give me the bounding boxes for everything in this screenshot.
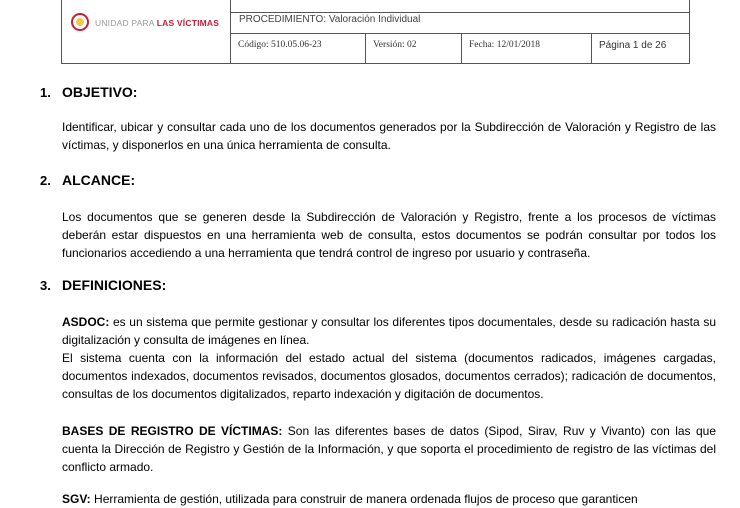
section-heading-alcance: 2. ALCANCE: (40, 172, 136, 188)
page-number: Página 1 de 26 (599, 40, 667, 51)
logo-cell (62, 0, 231, 63)
definition-text: es un sistema que permite gestionar y consultar los diferentes tipos documentales, desde su radicación hasta su digitalización y consulta de imágenes en línea. (62, 315, 716, 347)
section-heading-objetivo: 1. OBJETIVO: (40, 84, 138, 100)
document-version: Versión: 02 (366, 34, 462, 63)
definition-sgv (62, 490, 716, 508)
definition-bases-registro (62, 422, 716, 476)
definition-term: SGV: (62, 492, 91, 506)
document-date: Fecha: 12/01/2018 (462, 34, 592, 63)
definition-text: Herramienta de gestión, utilizada para construir de manera ordenada flujos de proceso que garanticen (90, 492, 638, 506)
definition-text: Son las diferentes bases de datos (Sipod, Sirav, Ruv y Vivanto) con las que cuenta la Dirección de Registro y Gestión de la Información, y que soporta el procedimiento de registro de las víctimas del conflicto armado. (62, 424, 716, 474)
definition-asdoc-continued: El sistema cuenta con la información del estado actual del sistema (documentos radicados, imágenes cargadas, documentos indexados, documentos revisados, documentos glosados, documentos cerrados); radicación de documentos, consultas de los documentos digitalizados, reparto indexación y digitación de documentos. (62, 351, 716, 401)
procedure-title: PROCEDIMIENTO: Valoración Individual (231, 12, 689, 34)
definition-term: ASDOC: (62, 315, 110, 329)
section-heading-definiciones: 3. DEFINICIONES: (40, 277, 167, 293)
coat-of-arms-icon (71, 13, 89, 31)
objetivo-paragraph: Identificar, ubicar y consultar cada uno de los documentos generados por la Subdirección de Valoración y Registro de las víctimas, y disponerlos en una única herramienta de consulta. (62, 120, 716, 152)
document-header-table (61, 0, 690, 64)
alcance-paragraph: Los documentos que se generen desde la Subdirección de Valoración y Registro, frente a los procesos de víctimas deberán estar dispuestos en una herramienta web de consulta, estos documentos se podrán consultar por todos los funcionarios accediendo a una herramienta que tendrá control de ingreso por usuario y contraseña. (62, 210, 716, 260)
definition-term: BASES DE REGISTRO DE VÍCTIMAS: (62, 424, 283, 438)
organization-logo: UNIDAD PARA LAS VÍCTIMAS (95, 18, 220, 28)
definition-asdoc (62, 313, 716, 349)
header-meta-row (231, 34, 689, 63)
document-code: Código: 510.05.06-23 (231, 34, 366, 63)
